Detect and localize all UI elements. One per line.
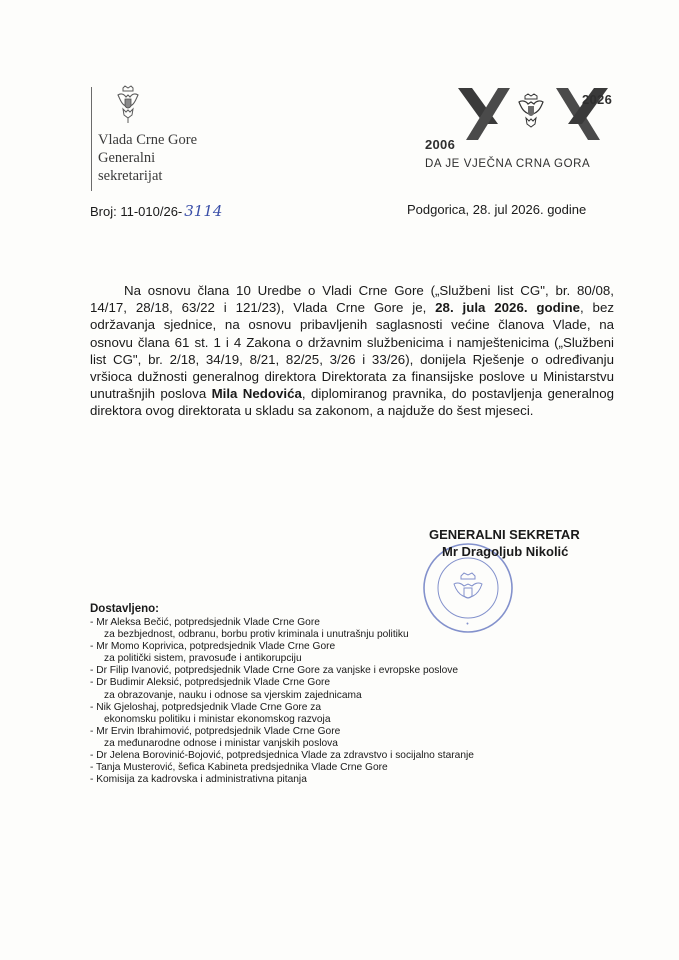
reference-number [90,202,222,220]
list-item [90,774,570,786]
body-appointee-name: Mila Nedovića [211,386,302,402]
body-part1: Na osnovu člana 10 Uredbe o Vladi Crne Gore („Službeni list CG", br. 80/08, 14/17, 28/18, 63/22 i 121/23), Vlada Crne Gore je, [90,283,614,316]
logo-motto: DA JE VJEČNA CRNA GORA [425,158,591,170]
body-date: 28. jula 2026. godine [435,300,580,316]
list-item [90,665,570,677]
signature-title: GENERALNI SEKRETAR [429,527,580,542]
recipient-portfolio: za međunarodne odnose i ministar vanjskih poslova [104,737,338,749]
list-item [90,762,570,774]
recipient-portfolio: za politički sistem, pravosuđe i antikorupciju [104,653,302,665]
recipient-portfolio: za bezbjednost, odbranu, borbu protiv kriminala i unutrašnju politiku [104,629,409,641]
gov-name-line2: Generalni [98,150,156,166]
gov-name-line1: Vlada Crne Gore [98,132,198,148]
body-paragraph [90,282,614,420]
recipient-line: - Mr Momo Koprivica, potpredsjednik Vlade Crne Gore [90,641,336,653]
recipient-line: - Mr Aleksa Bečić, potpredsjednik Vlade Crne Gore [90,617,320,628]
list-item [90,726,570,750]
reference-number-prefix: Broj: 11-010/26- [90,204,183,219]
signature-name: Mr Dragoljub Nikolić [442,544,569,559]
logo-year-start: 2006 [425,137,456,152]
distribution-label: Dostavljeno: [90,603,160,615]
list-item [90,702,570,726]
place-and-date: Podgorica, 28. jul 2026. godine [407,202,587,217]
recipient-line: - Komisija za kadrovska i administrativna pitanja [90,774,307,786]
recipient-line: - Dr Budimir Aleksić, potpredsjednik Vlade Crne Gore [90,677,331,689]
recipient-line: - Dr Filip Ivanović, potpredsjednik Vlade Crne Gore za vanjske i evropske poslove [90,665,459,677]
distribution-list [90,617,570,786]
header-divider [91,87,92,191]
recipient-line: - Dr Jelena Borovinić-Bojović, potpredsjednica Vlade za zdravstvo i socijalno staranje [90,750,474,762]
list-item [90,750,570,762]
logo-year-end: 2026 [582,92,613,107]
recipient-line: - Mr Ervin Ibrahimović, potpredsjednik Vlade Crne Gore [90,725,341,737]
gov-name-line3: sekretarijat [98,168,163,184]
body-part3: , diplomiranog pravnika, do postavljenja generalnog direktora ovog direktorata u skladu sa zakonom, a najduže do šest mjeseci. [90,386,614,419]
list-item [90,677,570,701]
list-item [90,641,570,665]
reference-number-handwritten: 3114 [184,202,223,220]
recipient-portfolio: za obrazovanje, nauku i odnose sa vjerskim zajednicama [104,689,362,701]
recipient-line: - Tanja Musterović, šefica Kabineta predsjednika Vlade Crne Gore [90,762,388,774]
body-part2: , bez održavanja sjednice, na osnovu pribavljenih saglasnosti većine članova Vlade, na osnovu člana 61 st. 1 i 4 Zakona o državnim službenicima i namještenicima („Službeni list CG", br. 2/18, 34/19, 8/21, 82/25, 3/26 i 33/26), donijela Rješenje o određivanju vršioca dužnosti generalnog direktora Direktorata za finansijske poslove u Ministarstvu unutrašnjih poslova [90,300,614,402]
recipient-portfolio: ekonomsku politiku i ministar ekonomskog razvoja [104,713,331,725]
svg-text:•: • [466,621,470,628]
list-item [90,617,570,641]
government-name [98,131,197,185]
recipient-line: - Nik Gjeloshaj, potpredsjednik Vlade Crne Gore za [90,701,322,713]
coat-of-arms-icon [114,85,142,125]
